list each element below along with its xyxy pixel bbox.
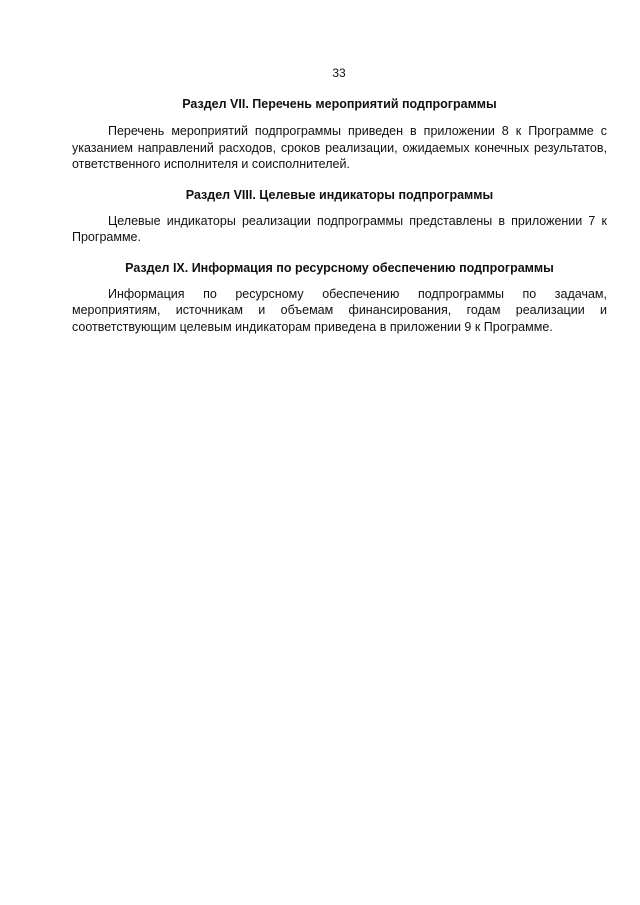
section-7-title: Раздел VII. Перечень мероприятий подпрограммы xyxy=(182,97,497,111)
section-7-text: Перечень мероприятий подпрограммы приведен в приложении 8 к Программе с указанием направлений расходов, сроков реализации, ожидаемых конечных результатов, ответственного исполнителя и соисполнителей. xyxy=(72,124,607,171)
section-9-title: Раздел IX. Информация по ресурсному обеспечению подпрограммы xyxy=(125,260,554,275)
page-content xyxy=(72,92,607,335)
section-8-title: Раздел VIII. Целевые индикаторы подпрограммы xyxy=(185,187,494,202)
section-9-text: Информация по ресурсному обеспечению подпрограммы по задачам, мероприятиям, источникам и объемам финансирования, годам реализации и соответствующим целевым индикаторам приведена в приложении 9 к Программе. xyxy=(72,286,607,334)
page-number: 33 xyxy=(332,66,346,80)
section-8-text: Целевые индикаторы реализации подпрограммы представлены в приложении 7 к Программе. xyxy=(72,213,607,244)
